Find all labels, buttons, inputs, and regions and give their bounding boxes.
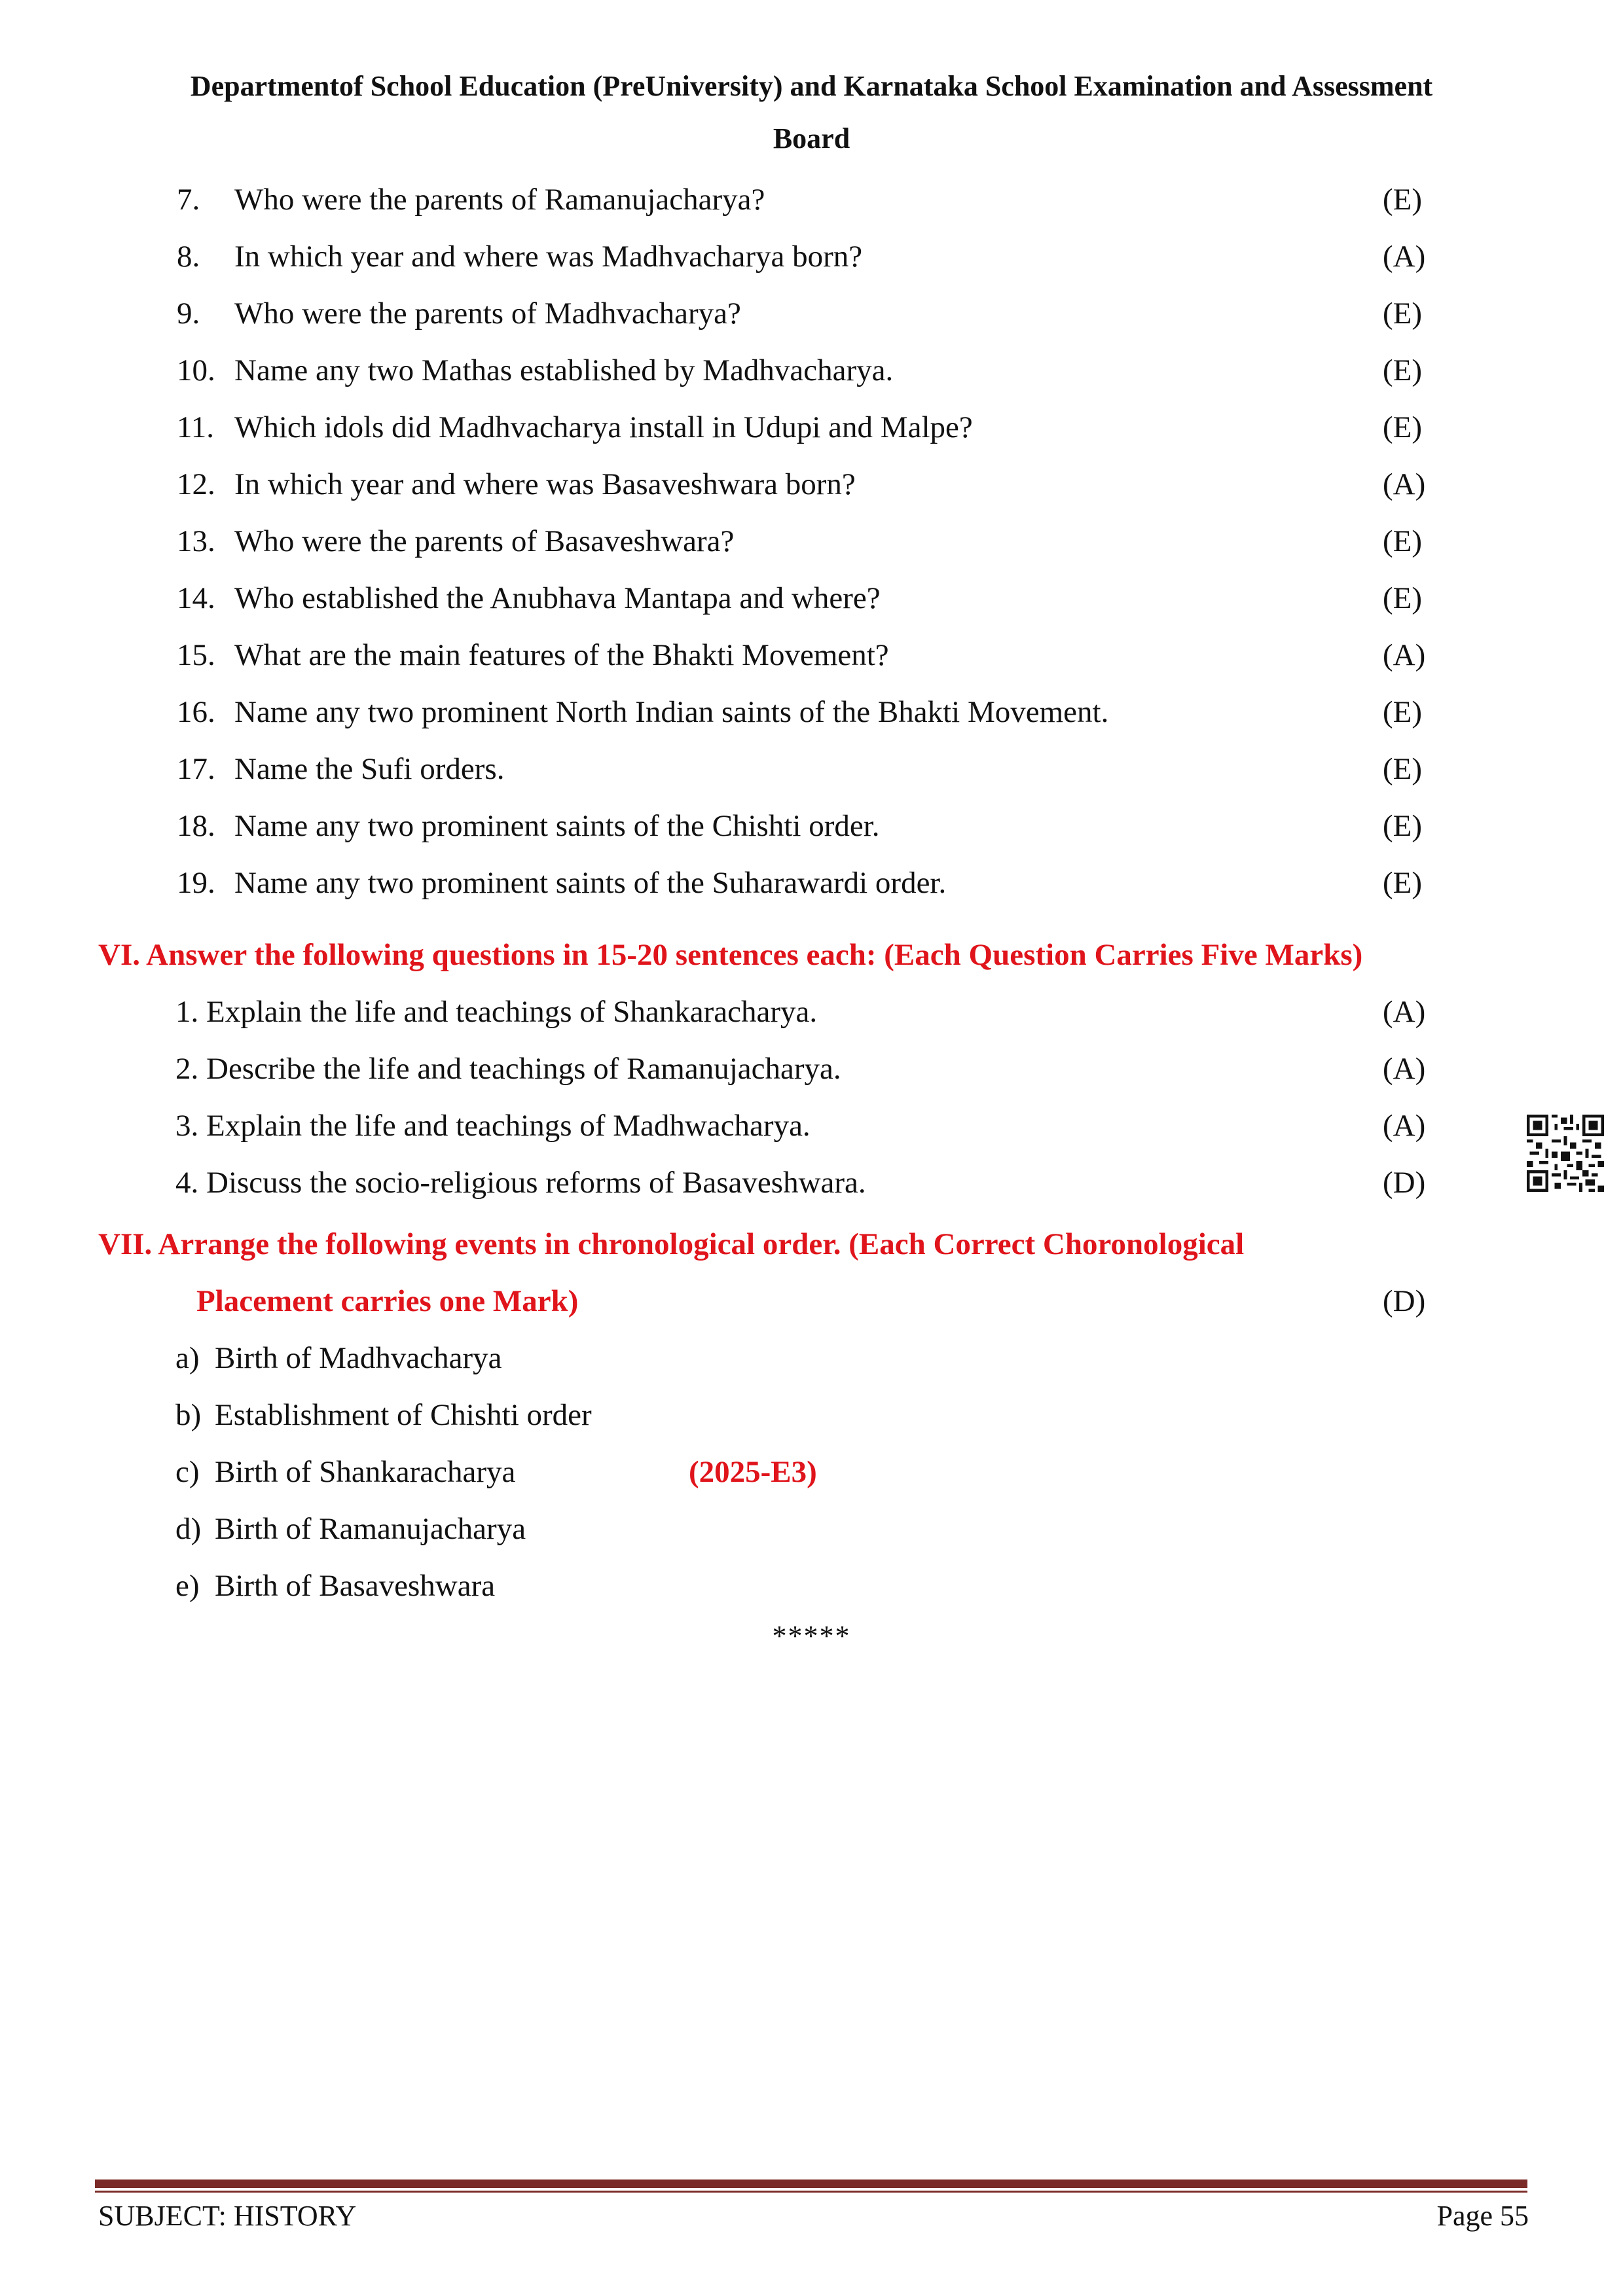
essay-question-row: [0, 1098, 1623, 1155]
question-text: Who were the parents of Ramanujacharya?: [234, 183, 765, 217]
question-number: 18.: [177, 809, 215, 843]
essay-question-mark: (A): [1383, 1052, 1426, 1086]
end-marker: *****: [772, 1620, 851, 1652]
question-row: [0, 285, 1623, 342]
question-mark: (E): [1383, 695, 1423, 729]
question-row: [0, 342, 1623, 399]
event-row: [0, 1501, 1623, 1558]
section-7-heading: VII. Arrange the following events in chronological order. (Each Correct Choronological: [98, 1227, 1245, 1261]
question-number: 13.: [177, 524, 215, 558]
question-number: 16.: [177, 695, 215, 729]
section-6-list: [0, 984, 1623, 1211]
question-mark: (A): [1383, 240, 1426, 274]
question-text: Name any two Mathas established by Madhvacharya.: [234, 353, 894, 387]
question-number: 10.: [177, 353, 215, 387]
question-row: [0, 741, 1623, 798]
header-title-cont: Board: [773, 122, 850, 154]
question-number: 19.: [177, 866, 215, 900]
question-row: [0, 171, 1623, 228]
question-list: [0, 171, 1623, 912]
question-number: 11.: [177, 410, 215, 444]
question-row: [0, 684, 1623, 741]
question-number: 9.: [177, 296, 200, 331]
essay-question-text: 4. Discuss the socio-religious reforms of Basaveshwara.: [175, 1166, 866, 1200]
question-text: Name the Sufi orders.: [234, 752, 505, 786]
question-text: In which year and where was Madhvacharya born?: [234, 240, 863, 274]
question-text: Name any two prominent North Indian saints of the Bhakti Movement.: [234, 695, 1109, 729]
essay-question-row: [0, 984, 1623, 1041]
section-7-subheading: Placement carries one Mark): [196, 1284, 579, 1318]
question-row: [0, 627, 1623, 684]
footer-page-number: Page 55: [1436, 2200, 1529, 2232]
question-row: [0, 570, 1623, 627]
event-letter: a): [175, 1341, 200, 1375]
essay-question-row: [0, 1155, 1623, 1211]
question-text: Who established the Anubhava Mantapa and where?: [234, 581, 881, 615]
question-text: Name any two prominent saints of the Suharawardi order.: [234, 866, 947, 900]
question-mark: (E): [1383, 183, 1423, 217]
event-row: [0, 1387, 1623, 1444]
event-text: Birth of Shankaracharya: [215, 1455, 516, 1489]
event-text: Birth of Madhvacharya: [215, 1341, 502, 1375]
footer-rule: [95, 2179, 1527, 2188]
essay-question-mark: (A): [1383, 995, 1426, 1029]
question-text: Who were the parents of Madhvacharya?: [234, 296, 741, 331]
event-letter: b): [175, 1398, 202, 1432]
question-row: [0, 456, 1623, 513]
question-number: 8.: [177, 240, 200, 274]
exam-code-tag: (2025-E3): [689, 1455, 817, 1489]
essay-question-text: 1. Explain the life and teachings of Shankaracharya.: [175, 995, 818, 1029]
essay-question-text: 3. Explain the life and teachings of Madhwacharya.: [175, 1109, 811, 1143]
essay-question-text: 2. Describe the life and teachings of Ramanujacharya.: [175, 1052, 841, 1086]
question-mark: (E): [1383, 866, 1423, 900]
section-7-mark: (D): [1383, 1284, 1426, 1318]
question-row: [0, 855, 1623, 912]
question-mark: (A): [1383, 638, 1426, 672]
question-text: Name any two prominent saints of the Chishti order.: [234, 809, 880, 843]
question-row: [0, 399, 1623, 456]
essay-question-row: [0, 1041, 1623, 1098]
page-header: [0, 60, 1623, 165]
question-number: 15.: [177, 638, 215, 672]
question-mark: (E): [1383, 581, 1423, 615]
event-row: [0, 1558, 1623, 1615]
event-letter: d): [175, 1512, 202, 1546]
event-row: [0, 1330, 1623, 1387]
essay-question-mark: (A): [1383, 1109, 1426, 1143]
question-text: Who were the parents of Basaveshwara?: [234, 524, 735, 558]
footer-rule-thin: [95, 2191, 1527, 2193]
question-mark: (E): [1383, 752, 1423, 786]
question-mark: (E): [1383, 353, 1423, 387]
question-row: [0, 228, 1623, 285]
event-text: Birth of Ramanujacharya: [215, 1512, 526, 1546]
question-text: Which idols did Madhvacharya install in Udupi and Malpe?: [234, 410, 973, 444]
question-mark: (E): [1383, 524, 1423, 558]
question-text: In which year and where was Basaveshwara born?: [234, 467, 856, 501]
question-mark: (A): [1383, 467, 1426, 501]
footer-subject: SUBJECT: HISTORY: [98, 2200, 357, 2232]
essay-question-mark: (D): [1383, 1166, 1426, 1200]
question-mark: (E): [1383, 410, 1423, 444]
event-letter: c): [175, 1455, 200, 1489]
question-row: [0, 798, 1623, 855]
question-number: 14.: [177, 581, 215, 615]
section-6-heading: VI. Answer the following questions in 15-20 sentences each: (Each Question Carries Five Marks): [98, 938, 1363, 972]
question-mark: (E): [1383, 296, 1423, 331]
event-letter: e): [175, 1569, 200, 1603]
event-text: Establishment of Chishti order: [215, 1398, 592, 1432]
event-text: Birth of Basaveshwara: [215, 1569, 496, 1603]
question-mark: (E): [1383, 809, 1423, 843]
question-number: 7.: [177, 183, 200, 217]
header-title: Departmentof School Education (PreUniversity) and Karnataka School Examination and Assessment: [190, 70, 1433, 102]
qr-code-icon: [1527, 1115, 1604, 1192]
question-text: What are the main features of the Bhakti Movement?: [234, 638, 889, 672]
question-number: 17.: [177, 752, 215, 786]
question-number: 12.: [177, 467, 215, 501]
question-row: [0, 513, 1623, 570]
